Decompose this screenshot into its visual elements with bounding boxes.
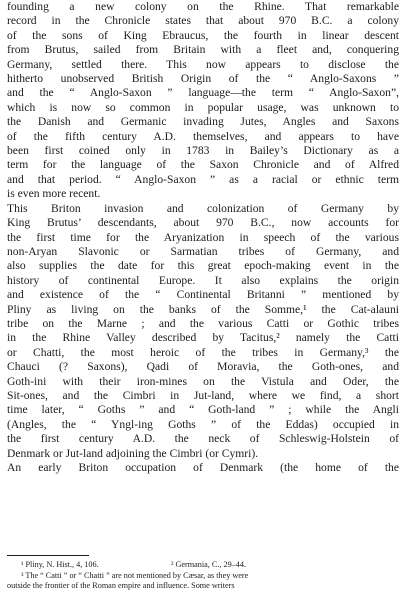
- text-line: This Briton invasion and colonization of Germany by: [7, 201, 399, 215]
- footnote-3: ³ The “ Catti ” or “ Chatti ” are not mentioned by Cæsar, as they were: [21, 570, 249, 580]
- footnotes: [7, 560, 399, 592]
- text-line: been first coined only in 1783 in Bailey’s Dictionary as a: [7, 144, 399, 158]
- text-line: An early Briton occupation of Denmark (the home of the: [7, 461, 399, 474]
- text-line: which is now so common in popular usage, was unknown to: [7, 100, 399, 114]
- text-line: history of continental Europe. It also explains the origin: [7, 273, 399, 287]
- text-line: Chauci (? Saxons), Qadi of Moravia, the Goth-ones, and: [7, 360, 399, 374]
- text-line: (Angles, the “ Yngl-ing Goths ” of the Eddas) occupied in: [7, 417, 399, 431]
- text-line: record in the Chronicle states that about 970 B.C. a colony: [7, 14, 399, 28]
- text-line: hitherto unobserved British Origin of the “ Anglo-Saxons ”: [7, 72, 399, 86]
- text-line: Pliny as living on the banks of the Somme,¹ the Cat-alauni: [7, 302, 399, 316]
- text-line: Denmark or Jut-land adjoining the Cimbri (or Cymri).: [7, 446, 259, 460]
- footnote-1: ¹ Pliny, N. Hist., 4, 106.: [21, 560, 99, 569]
- text-line: and the “ Anglo-Saxon ” language—the term “ Anglo-Saxon”,: [7, 86, 399, 100]
- text-line: of the sons of King Ebraucus, the fourth in linear descent: [7, 28, 399, 42]
- text-line: non-Aryan Slavonic or Sarmatian tribes of Germany, and: [7, 244, 399, 258]
- text-line: the first time for the Aryanization in speech of the various: [7, 230, 399, 244]
- text-line: and existence of the “ Continental Britanni ” mentioned by: [7, 288, 399, 302]
- text-line: time later, “ Goths ” and “ Goth-land ” ; while the Angli: [7, 403, 399, 417]
- text-line: Sit-ones, and the Cimbri in Jut-land, where we find, a short: [7, 388, 399, 402]
- text-line: tribe on the Marne ; and the various Catti or Gothic tribes: [7, 316, 399, 330]
- footnote-3-continued: outside the frontier of the Roman empire and influence. Some writers: [7, 581, 235, 590]
- text-line: of the fifth century A.D. themselves, and appears to have: [7, 129, 399, 143]
- footnote-2: ² Germania, C., 29–44.: [171, 560, 246, 569]
- body-text: [7, 0, 399, 475]
- text-line: and that period. “ Anglo-Saxon ” as a racial or ethnic term: [7, 172, 399, 186]
- text-line: Goth-ini with their iron-mines on the Vistula and Oder, the: [7, 374, 399, 388]
- footnote-divider: [7, 555, 89, 556]
- text-line: the first century A.D. the neck of Schleswig-Holstein of: [7, 432, 399, 446]
- text-line: Germany, settled there. This now appears to disclose the: [7, 57, 399, 71]
- text-line: also supplies the date for this great epoch-making event in the: [7, 259, 399, 273]
- text-line: in the Rhine Valley described by Tacitus,² namely the Catti: [7, 331, 399, 345]
- text-line: is even more recent.: [7, 187, 101, 201]
- text-line: the Danish and Germanic invading Jutes, Angles and Saxons: [7, 115, 399, 129]
- footnote-row: [7, 560, 399, 571]
- text-line: founding a new colony on the Rhine. That remarkable: [7, 0, 399, 13]
- text-line: or Chatti, the most heroic of the tribes in Germany,³ the: [7, 345, 399, 359]
- text-line: term for the language of the Saxon Chronicle and of Alfred: [7, 158, 399, 172]
- text-line: from Brutus, sailed from Britain with a fleet and, conquering: [7, 43, 399, 57]
- text-line: King Brutus’ descendants, about 970 B.C., now accounts for: [7, 216, 399, 230]
